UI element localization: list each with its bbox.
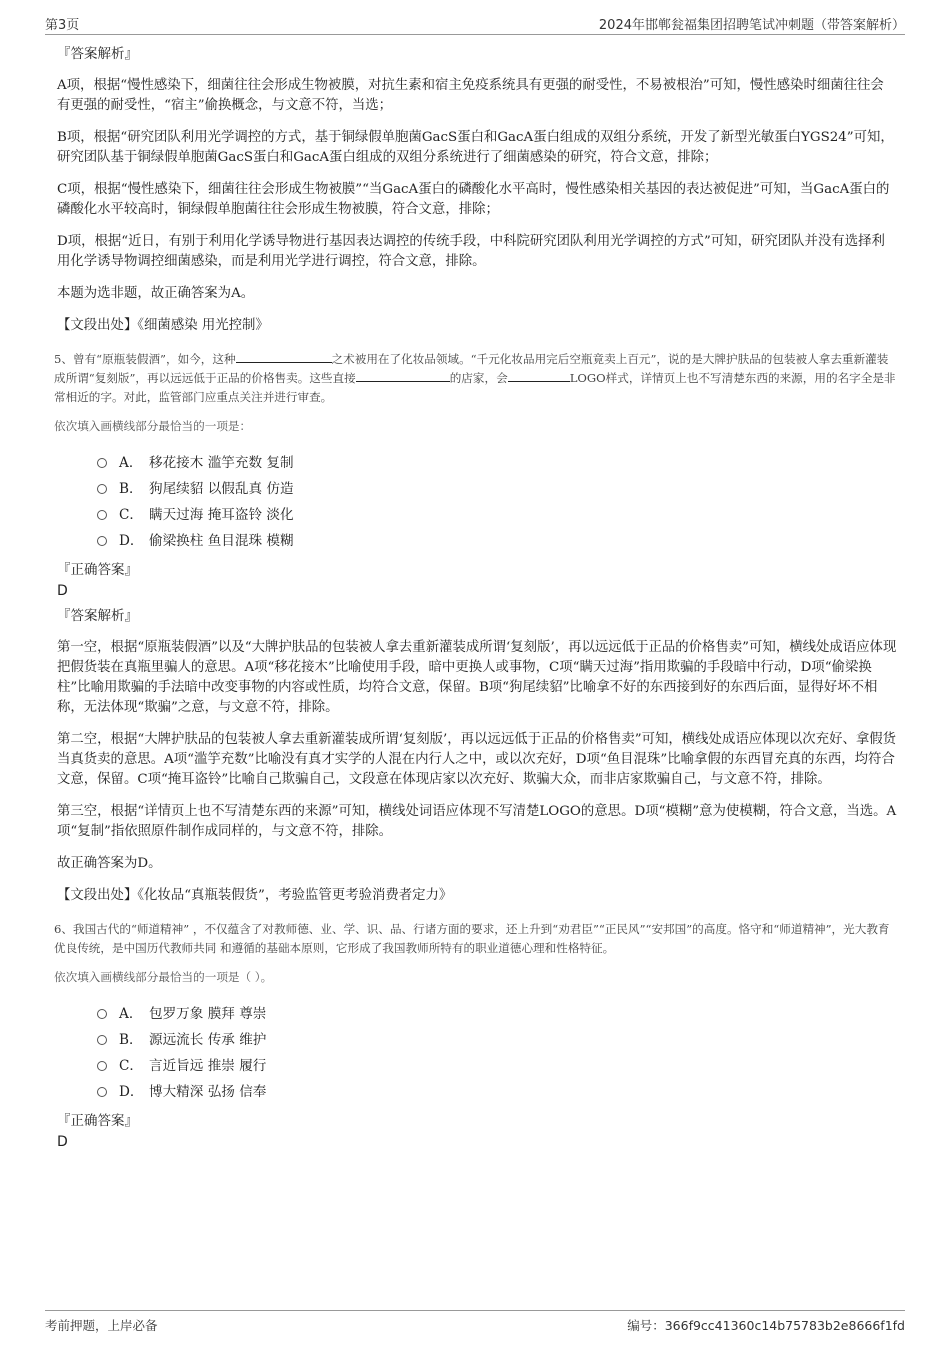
q4-analysis-b: B项，根据“研究团队利用光学调控的方式，基于铜绿假单胞菌GacS蛋白和GacA蛋白组成的双组分系统，开发了新型光敏蛋白YGS24”可知，研究团队基于铜绿假单胞菌GacS蛋白和GacA蛋白组成的双组分系统进行了细菌感染的研究，符合文意，排除； bbox=[57, 130, 894, 165]
blank-1 bbox=[236, 350, 332, 363]
q5-option-a[interactable]: A． 移花接木 滥竽充数 复制 bbox=[97, 450, 897, 476]
radio-icon[interactable] bbox=[97, 1061, 107, 1071]
page-footer bbox=[45, 1310, 905, 1337]
q5-correct-label: 『正确答案』 bbox=[57, 562, 138, 578]
page-content bbox=[54, 44, 897, 1157]
page-number: 第3页 bbox=[45, 18, 80, 33]
radio-icon[interactable] bbox=[97, 458, 107, 468]
radio-icon[interactable] bbox=[97, 1087, 107, 1097]
q4-source: 【文段出处】《细菌感染 用光控制》 bbox=[57, 318, 269, 333]
q5-option-d[interactable]: D． 偷梁换柱 鱼目混珠 模糊 bbox=[97, 528, 897, 554]
q6-option-a[interactable]: A． 包罗万象 膜拜 尊崇 bbox=[97, 1001, 897, 1027]
blank-3 bbox=[508, 369, 570, 382]
q4-analysis-a: A项，根据“慢性感染下，细菌往往会形成生物被膜，对抗生素和宿主免疫系统具有更强的耐受性，不易被根治”可知，慢性感染时细菌往往会有更强的耐受性，“宿主”偷换概念，与文意不符，当选； bbox=[57, 78, 884, 113]
q5-analysis-3: 第三空，根据“详情页上也不写清楚东西的来源”可知，横线处词语应体现不写清楚LOGO的意思。D项“模糊”意为使模糊，符合文意，当选。A项“复制”指依照原件制作成同样的，与文意不符，排除。 bbox=[57, 804, 897, 839]
q5-conclusion: 故正确答案为D。 bbox=[57, 856, 162, 871]
radio-icon[interactable] bbox=[97, 1009, 107, 1019]
q6-stem: 6、我国古代的“师道精神” ，不仅蕴含了对教师德、业、学、识、品、行诸方面的要求，还上升到“劝君臣”“正民风”“安邦国”的高度。恪守和“师道精神”，光大教育优良传统，是中国历代教师共同 和遵循的基础本原则，它形成了我国教师所特有的职业道德心理和性格特征。 bbox=[54, 922, 890, 955]
q6-option-b[interactable]: B． 源远流长 传承 维护 bbox=[97, 1027, 897, 1053]
q4-analysis-c: C项，根据“慢性感染下，细菌往往会形成生物被膜”“当GacA蛋白的磷酸化水平高时，慢性感染相关基因的表达被促进”可知，当GacA蛋白的磷酸化水平较高时，铜绿假单胞菌往往会形成生物被膜，符合文意，排除； bbox=[57, 182, 890, 217]
q5-instruction: 依次填入画横线部分最恰当的一项是： bbox=[54, 419, 252, 433]
q5-analysis-label: 『答案解析』 bbox=[57, 608, 138, 624]
q6-correct-label: 『正确答案』 bbox=[57, 1113, 138, 1129]
q5-analysis-1: 第一空，根据“原瓶装假酒”以及“大牌护肤品的包装被人拿去重新灌装成所谓‘复刻版’，再以远远低于正品的价格售卖”可知，横线处成语应体现把假货装在真瓶里骗人的意思。A项“移花接木”比喻使用手段，暗中更换人或事物，C项“瞒天过海”指用欺骗的手段暗中行动，D项“偷梁换柱”比喻用欺骗的手法暗中改变事物的内容或性质，均符合文意，保留。B项“狗尾续貂”比喻拿不好的东西接到好的东西后面，显得好坏不相称，无法体现“欺骗”之意，与文意不符，排除。 bbox=[57, 640, 897, 715]
q6-correct-answer: D bbox=[57, 1134, 68, 1150]
q5-analysis-2: 第二空，根据“大牌护肤品的包装被人拿去重新灌装成所谓‘复刻版’，再以远远低于正品的价格售卖”可知，横线处成语应体现以次充好、拿假货当真货卖的意思。A项“滥竽充数”比喻没有真才实学的人混在内行人之中，或以次充好，D项“鱼目混珠”比喻拿假的东西冒充真的东西，均符合文意，保留。C项“掩耳盗铃”比喻自己欺骗自己，文段意在体现店家以次充好、欺骗大众，而非店家欺骗自己，与文意不符，排除。 bbox=[57, 732, 897, 787]
radio-icon[interactable] bbox=[97, 536, 107, 546]
document-id: 编号：366f9cc41360c14b75783b2e8666f1fd bbox=[627, 1318, 905, 1333]
radio-icon[interactable] bbox=[97, 1035, 107, 1045]
q6-options bbox=[97, 1001, 897, 1105]
q5-stem: 5、曾有“原瓶装假酒”，如今，这种 之术被用在了化妆品领域。“千元化妆品用完后空瓶竟卖上百元”，说的是大牌护肤品的包装被人拿去重新灌装成所谓“复刻版”，再以远远低于正品的价格售卖。这些直接 的店家，会 LOGO样式，详情页上也不写清楚东西的来源，用的名字全是非常相近的字。对此，监管部门应重点关注并进行审查。 bbox=[54, 352, 896, 404]
q6-instruction: 依次填入画横线部分最恰当的一项是（ ）。 bbox=[54, 970, 273, 984]
document-title: 2024年邯郸瓮福集团招聘笔试冲刺题（带答案解析） bbox=[598, 18, 905, 33]
q5-correct-answer: D bbox=[57, 583, 68, 599]
page-header bbox=[45, 12, 905, 35]
q4-conclusion: 本题为选非题，故正确答案为A。 bbox=[57, 286, 255, 301]
q6-option-c[interactable]: C． 言近旨远 推崇 履行 bbox=[97, 1053, 897, 1079]
q5-options bbox=[97, 450, 897, 554]
q6-option-d[interactable]: D． 博大精深 弘扬 信奉 bbox=[97, 1079, 897, 1105]
q5-source: 【文段出处】《化妆品“真瓶装假货”，考验监管更考验消费者定力》 bbox=[57, 888, 453, 903]
radio-icon[interactable] bbox=[97, 484, 107, 494]
q4-analysis-label: 『答案解析』 bbox=[57, 46, 138, 62]
radio-icon[interactable] bbox=[97, 510, 107, 520]
blank-2 bbox=[356, 369, 450, 382]
q5-option-b[interactable]: B． 狗尾续貂 以假乱真 仿造 bbox=[97, 476, 897, 502]
q5-option-c[interactable]: C． 瞒天过海 掩耳盗铃 淡化 bbox=[97, 502, 897, 528]
q4-analysis-d: D项，根据“近日，有别于利用化学诱导物进行基因表达调控的传统手段，中科院研究团队利用光学调控的方式”可知，研究团队并没有选择利用化学诱导物调控细菌感染，而是利用光学进行调控，符合文意，排除。 bbox=[57, 234, 885, 269]
footer-slogan: 考前押题，上岸必备 bbox=[45, 1318, 158, 1333]
